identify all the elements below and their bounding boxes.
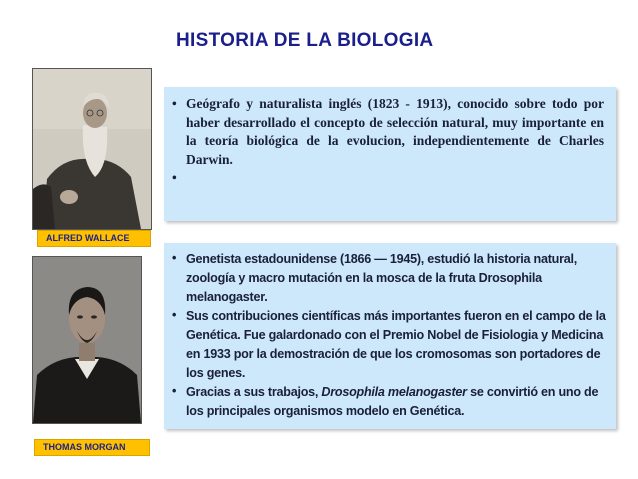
list-item: [172, 250, 606, 307]
species-name: Drosophila melanogaster: [321, 385, 467, 399]
list-item: [172, 383, 606, 421]
wallace-portrait: [32, 68, 152, 230]
morgan-name-tag: THOMAS MORGAN: [34, 439, 150, 456]
bullet-icon: •: [172, 384, 177, 398]
wallace-bullet-text: Geógrafo y naturalista inglés (1823 - 1913), conocido sobre todo por haber desarrollado el concepto de selección natural, muy importante en la teoría biológica de la evolucion, independientemente de Charles Darwin.: [186, 96, 604, 167]
wallace-name-tag: ALFRED WALLACE: [37, 230, 151, 247]
morgan-bullet-text: Sus contribuciones científicas más importantes fueron en el campo de la Genética. Fue galardonado con el Premio Nobel de Fisiologia y Medicina en 1933 por la demostración de que los cromosomas son portadores de los genes.: [186, 309, 606, 380]
bullet-icon: •: [172, 96, 177, 111]
bullet-icon: •: [172, 251, 177, 265]
bullet-icon: •: [172, 170, 177, 185]
morgan-bullet-prefix: Gracias a sus trabajos,: [186, 385, 322, 399]
morgan-info-box: [164, 243, 616, 429]
morgan-bullet-list: [164, 243, 616, 421]
morgan-bullet-suffix: se convirtió en uno de los principales organismos modelo en Genética.: [186, 385, 599, 418]
list-item: [172, 95, 604, 169]
morgan-portrait: [32, 256, 142, 424]
wallace-info-box: [164, 87, 616, 221]
slide-title: HISTORIA DE LA BIOLOGIA: [176, 30, 434, 51]
morgan-bullet-text: Genetista estadounidense (1866 — 1945), estudió la historia natural, zoología y macro mutación en la mosca de la fruta Drosophila melanogaster.: [186, 252, 578, 304]
wallace-bullet-list: [164, 87, 616, 185]
list-item: [172, 307, 606, 383]
bullet-icon: •: [172, 308, 177, 322]
